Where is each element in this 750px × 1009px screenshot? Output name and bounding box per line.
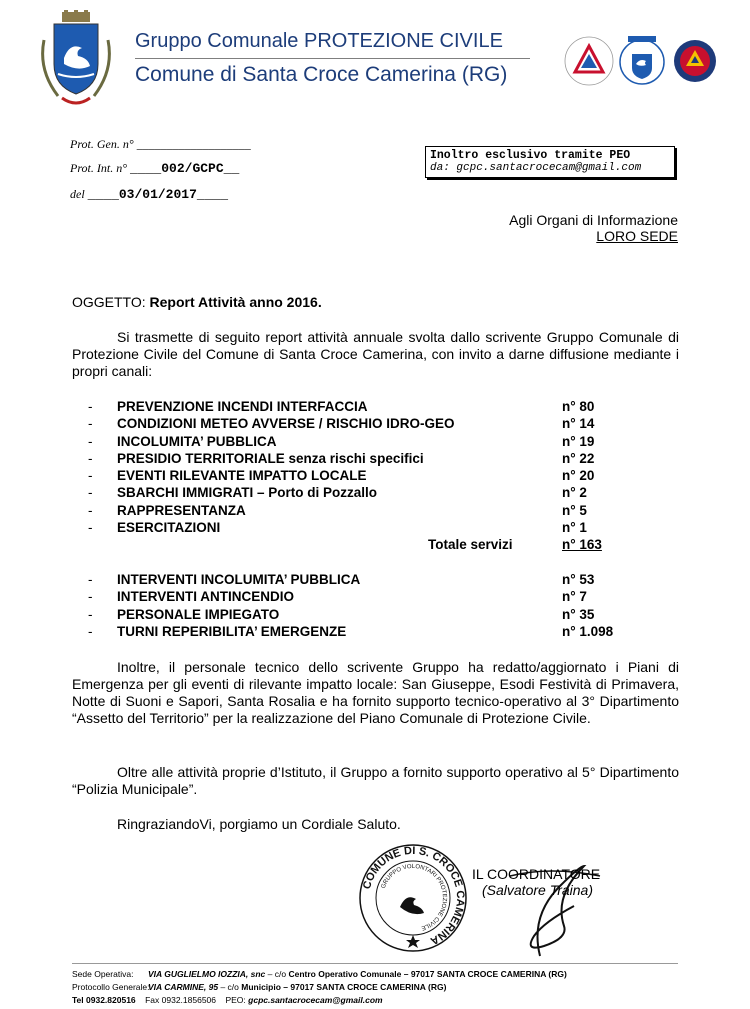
- prot-date-value: ____03/01/2017____: [87, 187, 229, 202]
- prot-int-line: [70, 161, 239, 176]
- total-value: n° 163: [562, 537, 602, 553]
- footer-operational-address: Sede Operativa: VIA GUGLIELMO IOZZIA, snc – c/o Centro Operativo Comunale – 97017 SANTA CROCE CAMERINA (RG): [72, 969, 567, 979]
- handwritten-signature-icon: [480, 846, 620, 966]
- list-item: - PREVENZIONE INCENDI INTERFACCIA n° 80: [88, 399, 595, 414]
- interventions-list: [88, 571, 618, 640]
- peo-line1: Inoltro esclusivo tramite PEO: [430, 149, 631, 162]
- prot-gen-label: Prot. Gen. n°: [70, 137, 134, 151]
- prot-int-value: ____002/GCPC__: [130, 161, 240, 176]
- prot-date-label: del: [70, 187, 85, 201]
- list-item: - RAPPRESENTANZA n° 5: [88, 502, 587, 518]
- peo-notice-box: [425, 146, 675, 178]
- footer-general-address: Protocollo Generale:VIA CARMINE, 95 – c/o Municipio – 97017 SANTA CROCE CAMERINA (RG): [72, 982, 447, 992]
- svg-text:COMUNE DI S. CROCE CAMERINA: COMUNE DI S. CROCE CAMERINA: [360, 844, 467, 947]
- footer-divider: [72, 963, 678, 964]
- official-stamp-icon: [358, 843, 468, 953]
- peo-line2: da: gcpc.santacrocecam@gmail.com: [430, 162, 642, 174]
- emergency-service-logo-icon: [671, 32, 719, 90]
- header-title-line1: Gruppo Comunale PROTEZIONE CIVILE: [135, 30, 503, 52]
- gruppo-comunale-logo-icon: [618, 32, 666, 90]
- list-item: - PERSONALE IMPIEGATO n° 35: [88, 606, 595, 622]
- signature-role: IL COORDINATORE: [472, 866, 601, 882]
- prot-gen-value: ___________________: [136, 137, 251, 151]
- protezione-civile-nazionale-logo-icon: [563, 32, 615, 90]
- services-list: [88, 398, 618, 554]
- signature-name: (Salvatore Traina): [482, 882, 594, 898]
- recipient-line2: LORO SEDE: [596, 228, 678, 244]
- subject-text: Report Attività anno 2016.: [149, 294, 322, 310]
- prot-int-label: Prot. Int. n°: [70, 161, 128, 175]
- total-label: Totale servizi: [428, 537, 513, 553]
- header-divider: [135, 58, 530, 59]
- municipal-crest-icon: [40, 10, 112, 110]
- subject-label: OGGETTO:: [72, 294, 146, 310]
- paragraph-support: Oltre alle attività proprie d’Istituto, il Gruppo a fornito supporto operativo al 5° Dipartimento “Polizia Municipale”.: [72, 764, 679, 797]
- list-item: - PRESIDIO TERRITORIALE senza rischi specifici n° 22: [88, 450, 595, 466]
- list-item: - SBARCHI IMMIGRATI – Porto di Pozzallo n° 2: [88, 485, 587, 501]
- recipient-line1: Agli Organi di Informazione: [509, 212, 678, 228]
- list-item: - EVENTI RILEVANTE IMPATTO LOCALE n° 20: [88, 468, 595, 484]
- list-item: - TURNI REPERIBILITA’ EMERGENZE n° 1.098: [88, 623, 614, 639]
- list-item: - CONDIZIONI METEO AVVERSE / RISCHIO IDRO-GEO n° 14: [88, 416, 595, 432]
- closing-line: RingraziandoVi, porgiamo un Cordiale Saluto.: [117, 816, 401, 832]
- list-item: - INTERVENTI ANTINCENDIO n° 7: [88, 589, 587, 605]
- list-item: - ESERCITAZIONI n° 1: [88, 520, 587, 536]
- footer-tel: Tel 0932.820516: [72, 995, 136, 1005]
- footer-peo-email[interactable]: gcpc.santacrocecam@gmail.com: [248, 995, 383, 1005]
- prot-gen-line: [70, 137, 251, 152]
- intro-paragraph: Si trasmette di seguito report attività annuale svolta dallo scrivente Gruppo Comunale di Protezione Civile del Comune di Santa Croce Camerina, con invito a darne diffusione mediante i propri canali:: [72, 329, 679, 379]
- subject-line: [72, 294, 679, 311]
- header-title-line2: Comune di Santa Croce Camerina (RG): [135, 63, 508, 86]
- paragraph-plans: Inoltre, il personale tecnico dello scrivente Gruppo ha redatto/aggiornato i Piani di Emergenza per gli eventi di rilevante impatto locale: San Giuseppe, Esodi Festività di Primavera, Notte di Suoni e Sapori, Santa Rosalia e ha fornito supporto tecnico-operativo al 3° Dipartimento “Assetto del Territorio” per la realizzazione del Piano Comunale di Protezione Civile.: [72, 659, 679, 726]
- total-services-row: [88, 536, 618, 553]
- signature-block: [472, 866, 600, 898]
- footer-contacts: Tel 0932.820516 Fax 0932.1856506 PEO: gcpc.santacrocecam@gmail.com: [72, 995, 383, 1005]
- recipient-block: [509, 212, 678, 244]
- prot-date-line: [70, 187, 228, 202]
- list-item: - INCOLUMITA’ PUBBLICA n° 19: [88, 433, 595, 449]
- svg-text:GRUPPO VOLONTARI PROTEZIONE CI: GRUPPO VOLONTARI PROTEZIONE CIVILE: [380, 863, 448, 931]
- list-item: - INTERVENTI INCOLUMITA’ PUBBLICA n° 53: [88, 572, 595, 587]
- footer-fax: Fax 0932.1856506: [145, 995, 217, 1005]
